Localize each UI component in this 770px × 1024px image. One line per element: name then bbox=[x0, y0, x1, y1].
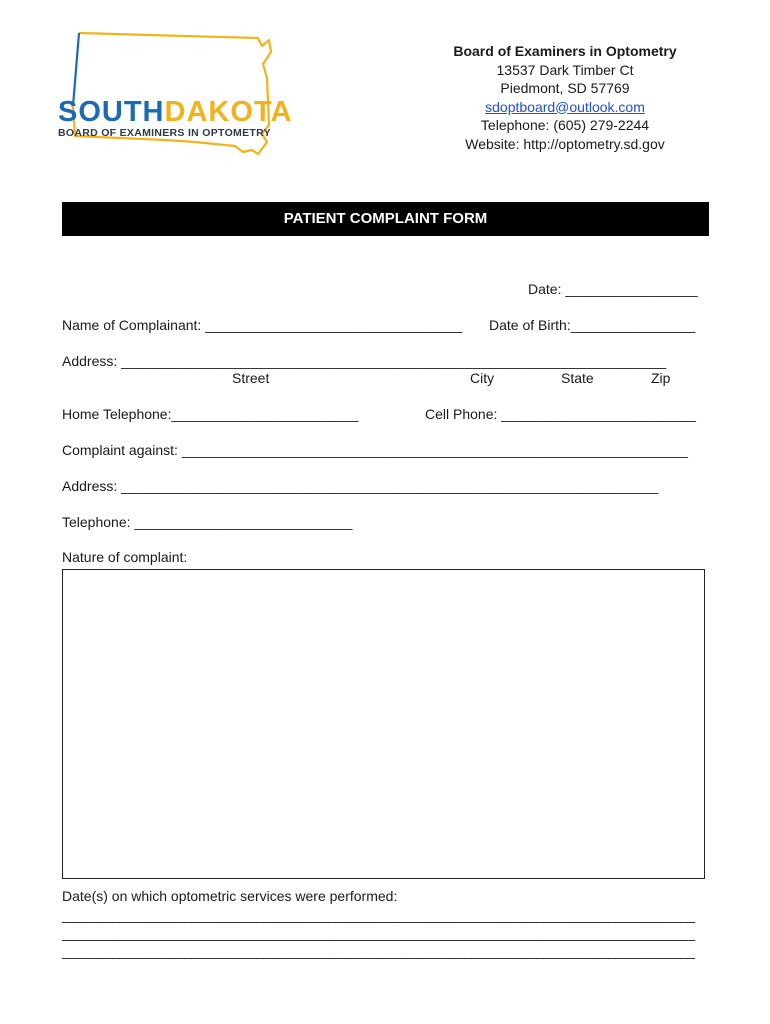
nature-of-complaint-label: Nature of complaint: bbox=[62, 549, 188, 565]
address-street-label: Street bbox=[232, 370, 270, 386]
complainant-address-field[interactable]: Address: ______________________________________________________________________ bbox=[62, 353, 667, 369]
sd-board-logo bbox=[55, 30, 305, 162]
logo-dakota-text: DAKOTA bbox=[164, 96, 293, 128]
service-dates-line-3[interactable]: ________________________________________________________________________________________ bbox=[62, 943, 695, 959]
address-city-label: City bbox=[470, 370, 495, 386]
date-field[interactable]: Date: _________________ bbox=[528, 281, 698, 297]
respondent-address-field[interactable]: Address: _____________________________________________________________________ bbox=[62, 478, 659, 494]
service-dates-line-2[interactable]: ________________________________________________________________________________________ bbox=[62, 925, 695, 941]
board-city: Piedmont, SD 57769 bbox=[500, 80, 630, 96]
respondent-telephone-field[interactable]: Telephone: ____________________________ bbox=[62, 514, 353, 530]
nature-of-complaint-textarea[interactable] bbox=[62, 569, 705, 879]
logo-wordmark bbox=[58, 98, 292, 127]
service-dates-label: Date(s) on which optometric services were performed: bbox=[62, 888, 398, 904]
complaint-against-field[interactable]: Complaint against: _________________________________________________________________ bbox=[62, 442, 688, 458]
form-title-banner bbox=[62, 202, 709, 236]
logo-subtitle: BOARD OF EXAMINERS IN OPTOMETRY bbox=[58, 127, 271, 139]
logo-south-text: SOUTH bbox=[58, 96, 165, 128]
board-street: 13537 Dark Timber Ct bbox=[496, 61, 634, 78]
address-state-label: State bbox=[561, 370, 594, 386]
board-website: Website: http://optometry.sd.gov bbox=[465, 135, 665, 152]
cell-phone-field[interactable]: Cell Phone: _________________________ bbox=[425, 406, 696, 422]
board-email-link[interactable]: sdoptboard@outlook.com bbox=[485, 98, 645, 115]
board-name: Board of Examiners in Optometry bbox=[453, 43, 677, 59]
board-telephone: Telephone: (605) 279-2244 bbox=[480, 117, 650, 133]
complainant-name-field[interactable]: Name of Complainant: _________________________________ bbox=[62, 317, 463, 333]
service-dates-line-1[interactable]: ________________________________________________________________________________________ bbox=[62, 907, 695, 923]
address-zip-label: Zip bbox=[651, 370, 671, 386]
board-contact-block bbox=[420, 42, 710, 153]
date-of-birth-field[interactable]: Date of Birth:________________ bbox=[489, 317, 696, 333]
home-telephone-field[interactable]: Home Telephone:________________________ bbox=[62, 406, 359, 422]
form-title: PATIENT COMPLAINT FORM bbox=[283, 210, 488, 227]
